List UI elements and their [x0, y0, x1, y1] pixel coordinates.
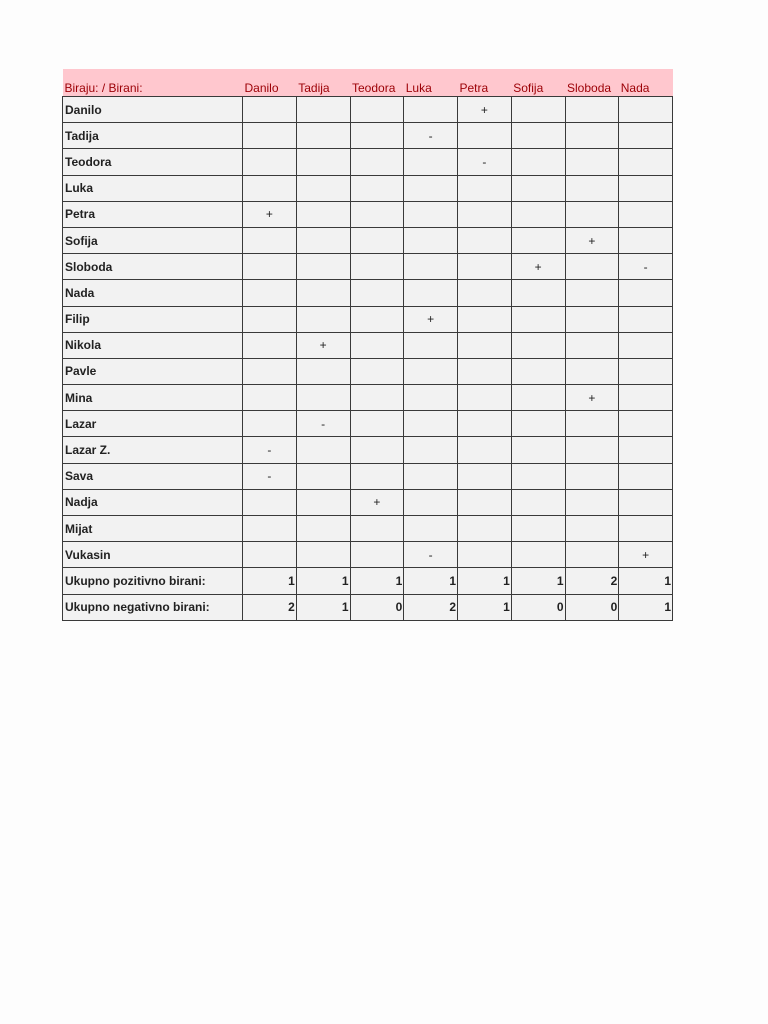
- table-row: [63, 385, 673, 411]
- table-row: [63, 489, 673, 515]
- choice-cell[interactable]: [565, 437, 619, 463]
- choice-cell[interactable]: [296, 149, 350, 175]
- choice-cell[interactable]: [511, 489, 565, 515]
- total-value-cell[interactable]: 0: [511, 594, 565, 620]
- choice-cell[interactable]: [565, 123, 619, 149]
- table-row: [63, 149, 673, 175]
- choice-cell[interactable]: [511, 411, 565, 437]
- choice-cell[interactable]: [296, 280, 350, 306]
- choice-cell[interactable]: [243, 358, 297, 384]
- choice-cell[interactable]: -: [243, 437, 297, 463]
- choice-cell[interactable]: [511, 97, 565, 123]
- total-value-cell[interactable]: 1: [404, 568, 458, 594]
- choice-cell[interactable]: [458, 358, 512, 384]
- choice-cell[interactable]: [458, 254, 512, 280]
- choice-cell[interactable]: [350, 358, 404, 384]
- row-name-cell[interactable]: Lazar: [63, 411, 243, 437]
- table-row: [63, 358, 673, 384]
- choice-cell[interactable]: [243, 97, 297, 123]
- choice-cell[interactable]: [296, 306, 350, 332]
- choice-cell[interactable]: +: [296, 332, 350, 358]
- choice-cell[interactable]: [350, 227, 404, 253]
- table-row: [63, 411, 673, 437]
- choice-cell[interactable]: [511, 437, 565, 463]
- choice-cell[interactable]: [243, 489, 297, 515]
- choice-cell[interactable]: [296, 385, 350, 411]
- choice-cell[interactable]: [404, 227, 458, 253]
- choice-cell[interactable]: [404, 149, 458, 175]
- choice-cell[interactable]: [511, 542, 565, 568]
- choice-cell[interactable]: [458, 516, 512, 542]
- choice-cell[interactable]: [404, 385, 458, 411]
- choice-cell[interactable]: [619, 175, 673, 201]
- choice-cell[interactable]: [350, 411, 404, 437]
- choice-cell[interactable]: [565, 463, 619, 489]
- column-header-tadija[interactable]: Tadija: [296, 69, 350, 97]
- choice-cell[interactable]: [350, 280, 404, 306]
- choice-cell[interactable]: [404, 489, 458, 515]
- choice-cell[interactable]: [243, 280, 297, 306]
- table-row: [63, 463, 673, 489]
- choice-cell[interactable]: [619, 385, 673, 411]
- choice-cell[interactable]: [511, 463, 565, 489]
- total-value-cell[interactable]: 0: [350, 594, 404, 620]
- choice-cell[interactable]: [404, 358, 458, 384]
- row-name-cell[interactable]: Filip: [63, 306, 243, 332]
- choice-cell[interactable]: [243, 149, 297, 175]
- choice-cell[interactable]: [296, 489, 350, 515]
- choice-cell[interactable]: [619, 97, 673, 123]
- table-row: [63, 227, 673, 253]
- choice-cell[interactable]: [619, 489, 673, 515]
- column-header-teodora[interactable]: Teodora: [350, 69, 404, 97]
- table-row: [63, 201, 673, 227]
- choice-cell[interactable]: [404, 411, 458, 437]
- choice-cell[interactable]: [296, 97, 350, 123]
- row-name-cell[interactable]: Nada: [63, 280, 243, 306]
- header-row: [63, 69, 673, 97]
- choice-cell[interactable]: [565, 149, 619, 175]
- choice-cell[interactable]: [296, 437, 350, 463]
- choice-cell[interactable]: [619, 411, 673, 437]
- row-name-cell[interactable]: Pavle: [63, 358, 243, 384]
- choice-cell[interactable]: +: [458, 97, 512, 123]
- row-name-cell[interactable]: Luka: [63, 175, 243, 201]
- choice-cell[interactable]: [458, 489, 512, 515]
- row-name-cell[interactable]: Petra: [63, 201, 243, 227]
- choice-cell[interactable]: [243, 385, 297, 411]
- choice-cell[interactable]: [350, 306, 404, 332]
- row-name-cell[interactable]: Sofija: [63, 227, 243, 253]
- choice-cell[interactable]: [458, 175, 512, 201]
- choice-cell[interactable]: [619, 123, 673, 149]
- choice-cell[interactable]: [350, 175, 404, 201]
- choice-cell[interactable]: +: [511, 254, 565, 280]
- choice-cell[interactable]: -: [404, 542, 458, 568]
- choice-cell[interactable]: [404, 280, 458, 306]
- choice-cell[interactable]: +: [619, 542, 673, 568]
- totals-label-cell[interactable]: Ukupno pozitivno birani:: [63, 568, 243, 594]
- total-value-cell[interactable]: 1: [619, 568, 673, 594]
- total-value-cell[interactable]: 1: [458, 568, 512, 594]
- choice-cell[interactable]: [350, 97, 404, 123]
- choice-cell[interactable]: [350, 516, 404, 542]
- choice-cell[interactable]: [296, 227, 350, 253]
- choice-cell[interactable]: [565, 516, 619, 542]
- choice-cell[interactable]: [243, 306, 297, 332]
- choice-cell[interactable]: [565, 489, 619, 515]
- table-row: [63, 437, 673, 463]
- choice-cell[interactable]: [404, 516, 458, 542]
- choice-cell[interactable]: [565, 280, 619, 306]
- choice-cell[interactable]: [619, 149, 673, 175]
- total-value-cell[interactable]: 1: [350, 568, 404, 594]
- choice-cell[interactable]: [619, 358, 673, 384]
- choice-cell[interactable]: [243, 542, 297, 568]
- row-name-cell[interactable]: Teodora: [63, 149, 243, 175]
- choice-cell[interactable]: +: [350, 489, 404, 515]
- row-name-cell[interactable]: Sloboda: [63, 254, 243, 280]
- total-value-cell[interactable]: 1: [458, 594, 512, 620]
- choice-cell[interactable]: [404, 254, 458, 280]
- choice-cell[interactable]: [511, 385, 565, 411]
- choice-cell[interactable]: [296, 516, 350, 542]
- choice-cell[interactable]: [619, 280, 673, 306]
- total-value-cell[interactable]: 0: [565, 594, 619, 620]
- row-name-cell[interactable]: Sava: [63, 463, 243, 489]
- choice-cell[interactable]: [511, 306, 565, 332]
- choice-cell[interactable]: [404, 463, 458, 489]
- choice-cell[interactable]: [458, 385, 512, 411]
- sociometric-table: [62, 69, 673, 621]
- choice-cell[interactable]: [565, 254, 619, 280]
- choice-cell[interactable]: [619, 332, 673, 358]
- choice-cell[interactable]: +: [404, 306, 458, 332]
- choice-cell[interactable]: [243, 411, 297, 437]
- choice-cell[interactable]: [565, 358, 619, 384]
- choice-cell[interactable]: [404, 437, 458, 463]
- row-name-cell[interactable]: Nadja: [63, 489, 243, 515]
- row-name-cell[interactable]: Tadija: [63, 123, 243, 149]
- choice-cell[interactable]: [458, 201, 512, 227]
- total-value-cell[interactable]: 1: [296, 594, 350, 620]
- choice-cell[interactable]: [511, 332, 565, 358]
- total-value-cell[interactable]: 1: [243, 568, 297, 594]
- choice-cell[interactable]: [511, 358, 565, 384]
- choice-cell[interactable]: [243, 254, 297, 280]
- table-row: [63, 97, 673, 123]
- choice-cell[interactable]: -: [458, 149, 512, 175]
- choice-cell[interactable]: +: [565, 227, 619, 253]
- choice-cell[interactable]: [619, 516, 673, 542]
- choice-cell[interactable]: [619, 437, 673, 463]
- choice-cell[interactable]: [511, 227, 565, 253]
- choice-cell[interactable]: [296, 463, 350, 489]
- column-header-nada[interactable]: Nada: [619, 69, 673, 97]
- table-row: [63, 542, 673, 568]
- choice-cell[interactable]: [565, 411, 619, 437]
- choice-cell[interactable]: [458, 463, 512, 489]
- choice-cell[interactable]: [458, 280, 512, 306]
- choice-cell[interactable]: [404, 201, 458, 227]
- choice-cell[interactable]: [458, 542, 512, 568]
- row-name-cell[interactable]: Vukasin: [63, 542, 243, 568]
- choice-cell[interactable]: [296, 123, 350, 149]
- choice-cell[interactable]: [619, 227, 673, 253]
- choice-cell[interactable]: [243, 123, 297, 149]
- choice-cell[interactable]: [511, 516, 565, 542]
- choice-cell[interactable]: +: [243, 201, 297, 227]
- choice-cell[interactable]: [350, 149, 404, 175]
- row-name-cell[interactable]: Danilo: [63, 97, 243, 123]
- choice-cell[interactable]: -: [243, 463, 297, 489]
- choice-cell[interactable]: [565, 542, 619, 568]
- choice-cell[interactable]: [350, 463, 404, 489]
- choice-cell[interactable]: [350, 254, 404, 280]
- choice-cell[interactable]: [619, 463, 673, 489]
- choice-cell[interactable]: [350, 437, 404, 463]
- choice-cell[interactable]: [350, 123, 404, 149]
- table-row: [63, 175, 673, 201]
- choice-cell[interactable]: [458, 437, 512, 463]
- choice-cell[interactable]: [296, 358, 350, 384]
- choice-cell[interactable]: [511, 201, 565, 227]
- total-value-cell[interactable]: 1: [511, 568, 565, 594]
- column-header-luka[interactable]: Luka: [404, 69, 458, 97]
- choice-cell[interactable]: -: [619, 254, 673, 280]
- choice-cell[interactable]: [350, 201, 404, 227]
- choice-cell[interactable]: [619, 306, 673, 332]
- choice-cell[interactable]: [565, 332, 619, 358]
- row-name-cell[interactable]: Mina: [63, 385, 243, 411]
- choice-cell[interactable]: [243, 332, 297, 358]
- choice-cell[interactable]: [296, 201, 350, 227]
- corner-header-cell[interactable]: Biraju: / Birani:: [63, 69, 243, 97]
- choice-cell[interactable]: [511, 149, 565, 175]
- choice-cell[interactable]: [511, 175, 565, 201]
- column-header-sofija[interactable]: Sofija: [511, 69, 565, 97]
- choice-cell[interactable]: [404, 175, 458, 201]
- choice-cell[interactable]: [350, 542, 404, 568]
- choice-cell[interactable]: [458, 411, 512, 437]
- table-row: [63, 254, 673, 280]
- table-row: [63, 332, 673, 358]
- table-row: [63, 516, 673, 542]
- choice-cell[interactable]: [350, 385, 404, 411]
- table-row: [63, 280, 673, 306]
- choice-cell[interactable]: [458, 332, 512, 358]
- choice-cell[interactable]: [458, 123, 512, 149]
- choice-cell[interactable]: -: [296, 411, 350, 437]
- choice-cell[interactable]: [458, 306, 512, 332]
- choice-cell[interactable]: [511, 280, 565, 306]
- row-name-cell[interactable]: Nikola: [63, 332, 243, 358]
- column-header-petra[interactable]: Petra: [458, 69, 512, 97]
- choice-cell[interactable]: [511, 123, 565, 149]
- choice-cell[interactable]: +: [565, 385, 619, 411]
- row-name-cell[interactable]: Lazar Z.: [63, 437, 243, 463]
- choice-cell[interactable]: [565, 306, 619, 332]
- total-value-cell[interactable]: 1: [296, 568, 350, 594]
- choice-cell[interactable]: [619, 201, 673, 227]
- choice-cell[interactable]: [296, 254, 350, 280]
- choice-cell[interactable]: [243, 175, 297, 201]
- table-body: [63, 97, 673, 621]
- total-value-cell[interactable]: 1: [619, 594, 673, 620]
- choice-cell[interactable]: [243, 227, 297, 253]
- total-value-cell[interactable]: 2: [565, 568, 619, 594]
- choice-cell[interactable]: [296, 175, 350, 201]
- totals-row: [63, 568, 673, 594]
- column-header-danilo[interactable]: Danilo: [243, 69, 297, 97]
- choice-cell[interactable]: [565, 175, 619, 201]
- choice-cell[interactable]: -: [404, 123, 458, 149]
- choice-cell[interactable]: [350, 332, 404, 358]
- total-value-cell[interactable]: 2: [243, 594, 297, 620]
- choice-cell[interactable]: [458, 227, 512, 253]
- choice-cell[interactable]: [404, 332, 458, 358]
- total-value-cell[interactable]: 2: [404, 594, 458, 620]
- choice-cell[interactable]: [565, 97, 619, 123]
- choice-cell[interactable]: [296, 542, 350, 568]
- totals-label-cell[interactable]: Ukupno negativno birani:: [63, 594, 243, 620]
- choice-cell[interactable]: [565, 201, 619, 227]
- table-row: [63, 306, 673, 332]
- choice-cell[interactable]: [243, 516, 297, 542]
- choice-cell[interactable]: [404, 97, 458, 123]
- table-row: [63, 123, 673, 149]
- column-header-sloboda[interactable]: Sloboda: [565, 69, 619, 97]
- row-name-cell[interactable]: Mijat: [63, 516, 243, 542]
- totals-row: [63, 594, 673, 620]
